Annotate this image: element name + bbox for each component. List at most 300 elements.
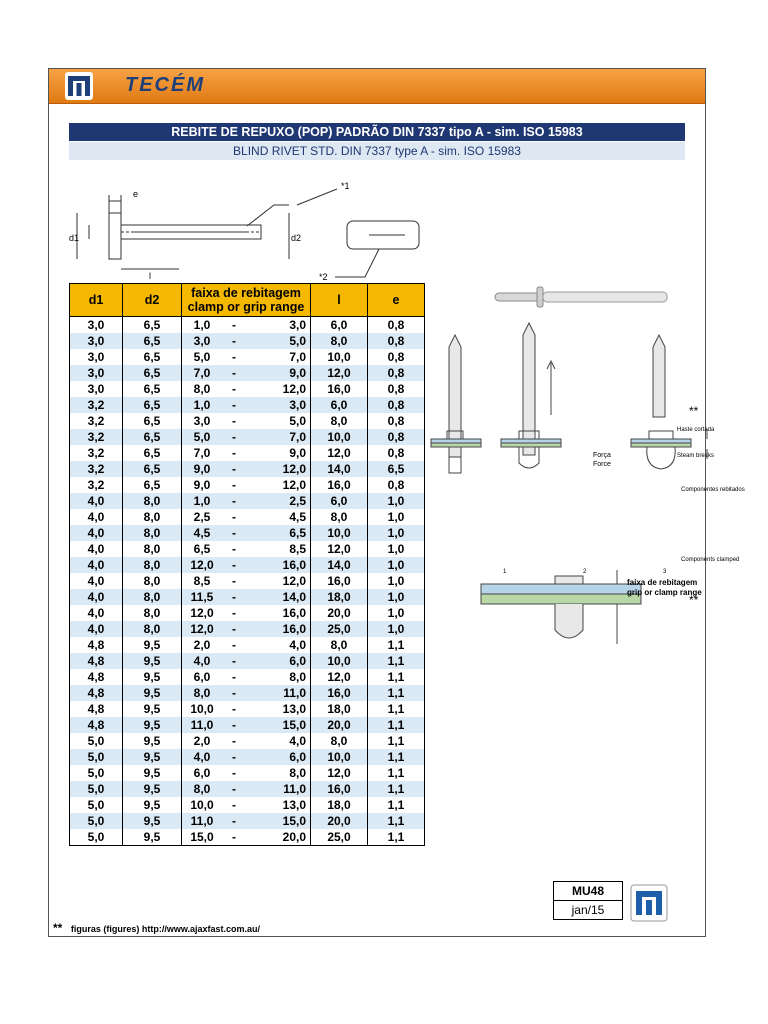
cell-d1: 4,0: [70, 573, 123, 589]
grip-max: 9,0: [289, 446, 306, 460]
stem-broken-label-en: Steam breaks: [677, 453, 715, 459]
grip-min: 5,0: [193, 430, 211, 444]
table-row: [70, 685, 425, 701]
cell-d1: 4,0: [70, 525, 123, 541]
grip-separator: -: [232, 542, 236, 556]
cell-d2: 8,0: [123, 589, 182, 605]
grip-separator: -: [232, 510, 236, 524]
cell-grip-range: [182, 781, 311, 797]
cell-grip-range: [182, 445, 311, 461]
grip-min: 12,0: [190, 558, 214, 572]
cell-d1: 5,0: [70, 813, 123, 829]
cell-e: 1,1: [368, 701, 425, 717]
table-row: [70, 669, 425, 685]
grip-min: 10,0: [190, 702, 214, 716]
grip-min: 1,0: [193, 494, 211, 508]
grip-max: 13,0: [282, 798, 306, 812]
cell-e: 1,1: [368, 653, 425, 669]
cell-d2: 9,5: [123, 701, 182, 717]
cell-d2: 8,0: [123, 605, 182, 621]
cell-grip-range: [182, 605, 311, 621]
table-row: [70, 733, 425, 749]
cell-grip-range: [182, 765, 311, 781]
grip-min: 5,0: [193, 350, 211, 364]
step-1-label: 1: [503, 569, 507, 575]
grip-max: 5,0: [289, 334, 306, 348]
step-3-label: 3: [663, 569, 667, 575]
grip-separator: -: [232, 446, 236, 460]
cell-d2: 8,0: [123, 509, 182, 525]
title-english: BLIND RIVET STD. DIN 7337 type A - sim. ISO 15983: [69, 142, 685, 160]
table-row: [70, 461, 425, 477]
grip-max: 2,5: [289, 494, 306, 508]
document-code-box: [553, 881, 623, 920]
cell-d2: 9,5: [123, 813, 182, 829]
grip-max: 12,0: [282, 382, 306, 396]
cell-l: 8,0: [311, 413, 368, 429]
rivet-dimension-drawing: [69, 181, 419, 281]
grip-max: 14,0: [282, 590, 306, 604]
grip-separator: -: [232, 638, 236, 652]
cell-d1: 5,0: [70, 749, 123, 765]
grip-min: 6,0: [193, 766, 211, 780]
cell-d1: 4,8: [70, 669, 123, 685]
cell-d1: 5,0: [70, 829, 123, 846]
dim-e-label: e: [133, 189, 139, 199]
cell-grip-range: [182, 429, 311, 445]
cell-grip-range: [182, 333, 311, 349]
table-row: [70, 653, 425, 669]
grip-separator: -: [232, 318, 236, 332]
table-row: [70, 605, 425, 621]
datasheet-page: [48, 68, 745, 937]
grip-separator: -: [232, 382, 236, 396]
grip-min: 8,0: [193, 782, 211, 796]
cell-l: 12,0: [311, 541, 368, 557]
cell-d2: 9,5: [123, 829, 182, 846]
table-row: [70, 381, 425, 397]
table-row: [70, 765, 425, 781]
cell-l: 16,0: [311, 573, 368, 589]
table-row: [70, 797, 425, 813]
table-row: [70, 637, 425, 653]
cell-l: 8,0: [311, 509, 368, 525]
grip-separator: -: [232, 574, 236, 588]
cell-l: 20,0: [311, 717, 368, 733]
table-row: [70, 621, 425, 637]
table-row: [70, 701, 425, 717]
grip-separator: -: [232, 750, 236, 764]
grip-min: 6,0: [193, 670, 211, 684]
cell-d2: 9,5: [123, 765, 182, 781]
grip-min: 4,5: [193, 526, 211, 540]
force-label-en: Force: [593, 461, 611, 468]
grip-min: 8,5: [193, 574, 211, 588]
cell-d2: 9,5: [123, 637, 182, 653]
grip-min: 2,0: [193, 638, 211, 652]
grip-max: 7,0: [289, 430, 306, 444]
cell-e: 1,1: [368, 829, 425, 846]
cell-e: 1,1: [368, 813, 425, 829]
cell-e: 0,8: [368, 365, 425, 381]
grip-min: 11,5: [190, 590, 214, 604]
grip-min: 11,0: [190, 718, 214, 732]
riveted-label-pt: Componentes rebitados: [681, 487, 745, 493]
grip-max: 12,0: [282, 574, 306, 588]
grip-max: 4,0: [289, 638, 306, 652]
grip-max: 11,0: [283, 686, 306, 700]
grip-min: 1,0: [193, 398, 211, 412]
grip-max: 3,0: [289, 398, 306, 412]
col-header-d1: d1: [70, 284, 123, 317]
cell-e: 1,1: [368, 637, 425, 653]
cell-grip-range: [182, 813, 311, 829]
grip-separator: -: [232, 366, 236, 380]
cell-grip-range: [182, 669, 311, 685]
grip-separator: -: [232, 526, 236, 540]
cell-d2: 6,5: [123, 397, 182, 413]
cell-e: 0,8: [368, 381, 425, 397]
cell-e: 0,8: [368, 333, 425, 349]
cell-grip-range: [182, 621, 311, 637]
cell-l: 10,0: [311, 429, 368, 445]
grip-header-pt: faixa de rebitagem: [191, 286, 301, 300]
cell-d2: 9,5: [123, 749, 182, 765]
grip-separator: -: [232, 670, 236, 684]
grip-separator: -: [232, 590, 236, 604]
grip-max: 7,0: [289, 350, 306, 364]
cell-d2: 8,0: [123, 621, 182, 637]
cell-grip-range: [182, 381, 311, 397]
grip-separator: -: [232, 606, 236, 620]
cell-d2: 6,5: [123, 349, 182, 365]
cell-e: 0,8: [368, 477, 425, 493]
grip-min: 2,0: [193, 734, 211, 748]
grip-separator: -: [232, 702, 236, 716]
grip-max: 13,0: [282, 702, 306, 716]
col-header-d2: d2: [123, 284, 182, 317]
grip-separator: -: [232, 558, 236, 572]
cell-e: 0,8: [368, 429, 425, 445]
table-row: [70, 493, 425, 509]
grip-max: 5,0: [289, 414, 306, 428]
grip-min: 3,0: [193, 414, 211, 428]
grip-max: 16,0: [282, 558, 306, 572]
cell-l: 14,0: [311, 557, 368, 573]
table-row: [70, 589, 425, 605]
dim-d1-label: d1: [69, 233, 80, 243]
cell-e: 1,0: [368, 557, 425, 573]
cell-d2: 9,5: [123, 733, 182, 749]
figure-stars-marker-2: **: [689, 593, 699, 607]
grip-max: 6,0: [289, 750, 306, 764]
cell-l: 12,0: [311, 765, 368, 781]
cell-e: 0,8: [368, 445, 425, 461]
cell-l: 6,0: [311, 317, 368, 334]
table-row: [70, 349, 425, 365]
cell-l: 16,0: [311, 381, 368, 397]
cell-l: 20,0: [311, 605, 368, 621]
cell-l: 20,0: [311, 813, 368, 829]
grip-label-en: grip or clamp range: [627, 588, 702, 597]
cell-l: 12,0: [311, 445, 368, 461]
cell-d1: 4,8: [70, 637, 123, 653]
grip-max: 8,5: [289, 542, 306, 556]
grip-separator: -: [232, 478, 236, 492]
grip-max: 16,0: [282, 622, 306, 636]
cell-e: 0,8: [368, 317, 425, 334]
grip-label-pt: faixa de rebitagem: [627, 578, 698, 587]
cell-grip-range: [182, 589, 311, 605]
grip-max: 4,5: [289, 510, 306, 524]
cell-d1: 4,0: [70, 557, 123, 573]
table-row: [70, 365, 425, 381]
cell-l: 8,0: [311, 733, 368, 749]
cell-l: 18,0: [311, 797, 368, 813]
cell-l: 10,0: [311, 653, 368, 669]
cell-l: 14,0: [311, 461, 368, 477]
cell-grip-range: [182, 701, 311, 717]
cell-e: 0,8: [368, 397, 425, 413]
cell-d2: 8,0: [123, 557, 182, 573]
cell-d1: 3,2: [70, 429, 123, 445]
force-label-pt: Força: [593, 452, 611, 459]
cell-d1: 3,0: [70, 365, 123, 381]
cell-l: 25,0: [311, 621, 368, 637]
cell-e: 1,0: [368, 621, 425, 637]
document-code: MU48: [554, 882, 622, 901]
table-row: [70, 445, 425, 461]
cell-grip-range: [182, 317, 311, 334]
grip-max: 16,0: [282, 606, 306, 620]
cell-d1: 3,2: [70, 397, 123, 413]
grip-min: 9,0: [193, 462, 211, 476]
grip-min: 11,0: [190, 814, 214, 828]
cell-l: 16,0: [311, 685, 368, 701]
rivet-photo-figure: [493, 283, 673, 313]
cell-l: 10,0: [311, 349, 368, 365]
grip-separator: -: [232, 430, 236, 444]
cell-d1: 3,2: [70, 477, 123, 493]
cell-d2: 8,0: [123, 493, 182, 509]
grip-max: 8,0: [289, 766, 306, 780]
cell-d1: 4,8: [70, 685, 123, 701]
table-row: [70, 397, 425, 413]
grip-min: 6,5: [193, 542, 211, 556]
cell-l: 10,0: [311, 749, 368, 765]
cell-d1: 5,0: [70, 797, 123, 813]
col-header-l: l: [311, 284, 368, 317]
cell-d1: 3,0: [70, 333, 123, 349]
cell-d1: 5,0: [70, 781, 123, 797]
table-row: [70, 749, 425, 765]
grip-max: 9,0: [289, 366, 306, 380]
grip-max: 8,0: [289, 670, 306, 684]
cell-e: 1,1: [368, 717, 425, 733]
cell-grip-range: [182, 365, 311, 381]
cell-e: 6,5: [368, 461, 425, 477]
grip-separator: -: [232, 398, 236, 412]
cell-d2: 8,0: [123, 525, 182, 541]
step-2-label: 2: [583, 569, 587, 575]
note-1-label: *1: [341, 181, 350, 191]
grip-min: 7,0: [193, 446, 211, 460]
grip-max: 12,0: [282, 478, 306, 492]
cell-d1: 4,0: [70, 509, 123, 525]
grip-separator: -: [232, 830, 236, 844]
figure-stars-marker: **: [689, 404, 699, 418]
cell-d1: 3,0: [70, 381, 123, 397]
cell-d2: 9,5: [123, 797, 182, 813]
cell-d1: 3,0: [70, 349, 123, 365]
cell-e: 1,0: [368, 573, 425, 589]
cell-l: 25,0: [311, 829, 368, 846]
cell-e: 1,0: [368, 509, 425, 525]
cell-l: 12,0: [311, 669, 368, 685]
grip-separator: -: [232, 782, 236, 796]
brand-name: TECÉM: [125, 74, 205, 96]
cell-d2: 6,5: [123, 477, 182, 493]
tecem-logo-small-icon: [631, 885, 667, 921]
cell-grip-range: [182, 637, 311, 653]
grip-min: 2,5: [193, 510, 211, 524]
cell-grip-range: [182, 557, 311, 573]
figures-source-footnote: [53, 921, 260, 935]
cell-d2: 6,5: [123, 445, 182, 461]
cell-grip-range: [182, 525, 311, 541]
cell-grip-range: [182, 397, 311, 413]
grip-max: 11,0: [283, 782, 306, 796]
grip-max: 15,0: [282, 814, 306, 828]
document-date: jan/15: [571, 903, 605, 917]
cell-d1: 3,2: [70, 445, 123, 461]
cell-l: 6,0: [311, 493, 368, 509]
cell-d1: 3,0: [70, 317, 123, 334]
cell-grip-range: [182, 717, 311, 733]
table-row: [70, 573, 425, 589]
cell-l: 18,0: [311, 701, 368, 717]
cell-d1: 3,2: [70, 461, 123, 477]
cell-l: 12,0: [311, 365, 368, 381]
cell-d2: 6,5: [123, 429, 182, 445]
table-row: [70, 813, 425, 829]
cell-d2: 9,5: [123, 717, 182, 733]
cell-grip-range: [182, 349, 311, 365]
cell-grip-range: [182, 573, 311, 589]
cell-l: 8,0: [311, 637, 368, 653]
cell-e: 1,0: [368, 589, 425, 605]
cell-d1: 5,0: [70, 733, 123, 749]
table-row: [70, 413, 425, 429]
cell-d2: 8,0: [123, 573, 182, 589]
installation-steps-figure: [431, 327, 745, 575]
grip-separator: -: [232, 622, 236, 636]
grip-max: 4,0: [289, 734, 306, 748]
grip-max: 6,5: [289, 526, 306, 540]
clamped-label-en: Components clamped: [681, 557, 740, 563]
grip-separator: -: [232, 766, 236, 780]
title-portuguese: REBITE DE REPUXO (POP) PADRÃO DIN 7337 tipo A - sim. ISO 15983: [69, 123, 685, 141]
cell-grip-range: [182, 413, 311, 429]
cell-grip-range: [182, 733, 311, 749]
table-row: [70, 717, 425, 733]
dim-d2-label: d2: [291, 233, 302, 243]
cell-e: 0,8: [368, 413, 425, 429]
grip-separator: -: [232, 814, 236, 828]
cell-d1: 4,0: [70, 589, 123, 605]
grip-min: 1,0: [193, 318, 211, 332]
table-row: [70, 541, 425, 557]
cell-grip-range: [182, 541, 311, 557]
grip-max: 3,0: [289, 318, 306, 332]
grip-min: 8,0: [193, 382, 211, 396]
grip-separator: -: [232, 734, 236, 748]
cell-d2: 9,5: [123, 669, 182, 685]
grip-separator: -: [232, 686, 236, 700]
grip-separator: -: [232, 414, 236, 428]
note-2-label: *2: [319, 272, 328, 282]
grip-separator: -: [232, 494, 236, 508]
cell-d1: 4,8: [70, 653, 123, 669]
grip-min: 8,0: [193, 686, 211, 700]
cell-grip-range: [182, 653, 311, 669]
grip-min: 3,0: [193, 334, 211, 348]
cell-d1: 4,0: [70, 605, 123, 621]
cell-l: 10,0: [311, 525, 368, 541]
cell-l: 6,0: [311, 397, 368, 413]
cell-e: 1,1: [368, 781, 425, 797]
table-row: [70, 509, 425, 525]
rivet-spec-table: [69, 283, 425, 846]
dim-l-label: l: [149, 271, 151, 281]
cell-grip-range: [182, 685, 311, 701]
cell-grip-range: [182, 749, 311, 765]
grip-min: 12,0: [190, 606, 214, 620]
grip-min: 7,0: [193, 366, 211, 380]
cell-d1: 4,8: [70, 701, 123, 717]
table-row: [70, 333, 425, 349]
grip-min: 12,0: [190, 622, 214, 636]
table-row: [70, 525, 425, 541]
cell-e: 1,1: [368, 733, 425, 749]
cell-e: 1,0: [368, 605, 425, 621]
grip-separator: -: [232, 718, 236, 732]
cell-grip-range: [182, 493, 311, 509]
table-row: [70, 317, 425, 334]
cell-grip-range: [182, 797, 311, 813]
cell-e: 1,1: [368, 749, 425, 765]
cell-d2: 9,5: [123, 685, 182, 701]
cell-d1: 4,0: [70, 621, 123, 637]
grip-separator: -: [232, 334, 236, 348]
grip-range-figure: [477, 554, 702, 654]
grip-min: 9,0: [193, 478, 211, 492]
cell-d1: 5,0: [70, 765, 123, 781]
grip-min: 4,0: [193, 654, 211, 668]
stem-broken-label-pt: Haste cortada: [677, 427, 715, 433]
cell-grip-range: [182, 509, 311, 525]
cell-grip-range: [182, 461, 311, 477]
grip-min: 4,0: [193, 750, 211, 764]
grip-max: 12,0: [282, 462, 306, 476]
table-row: [70, 557, 425, 573]
cell-e: 1,0: [368, 541, 425, 557]
cell-d2: 6,5: [123, 317, 182, 334]
table-row: [70, 829, 425, 846]
cell-e: 1,1: [368, 669, 425, 685]
cell-d2: 9,5: [123, 781, 182, 797]
col-header-grip: [182, 284, 311, 317]
